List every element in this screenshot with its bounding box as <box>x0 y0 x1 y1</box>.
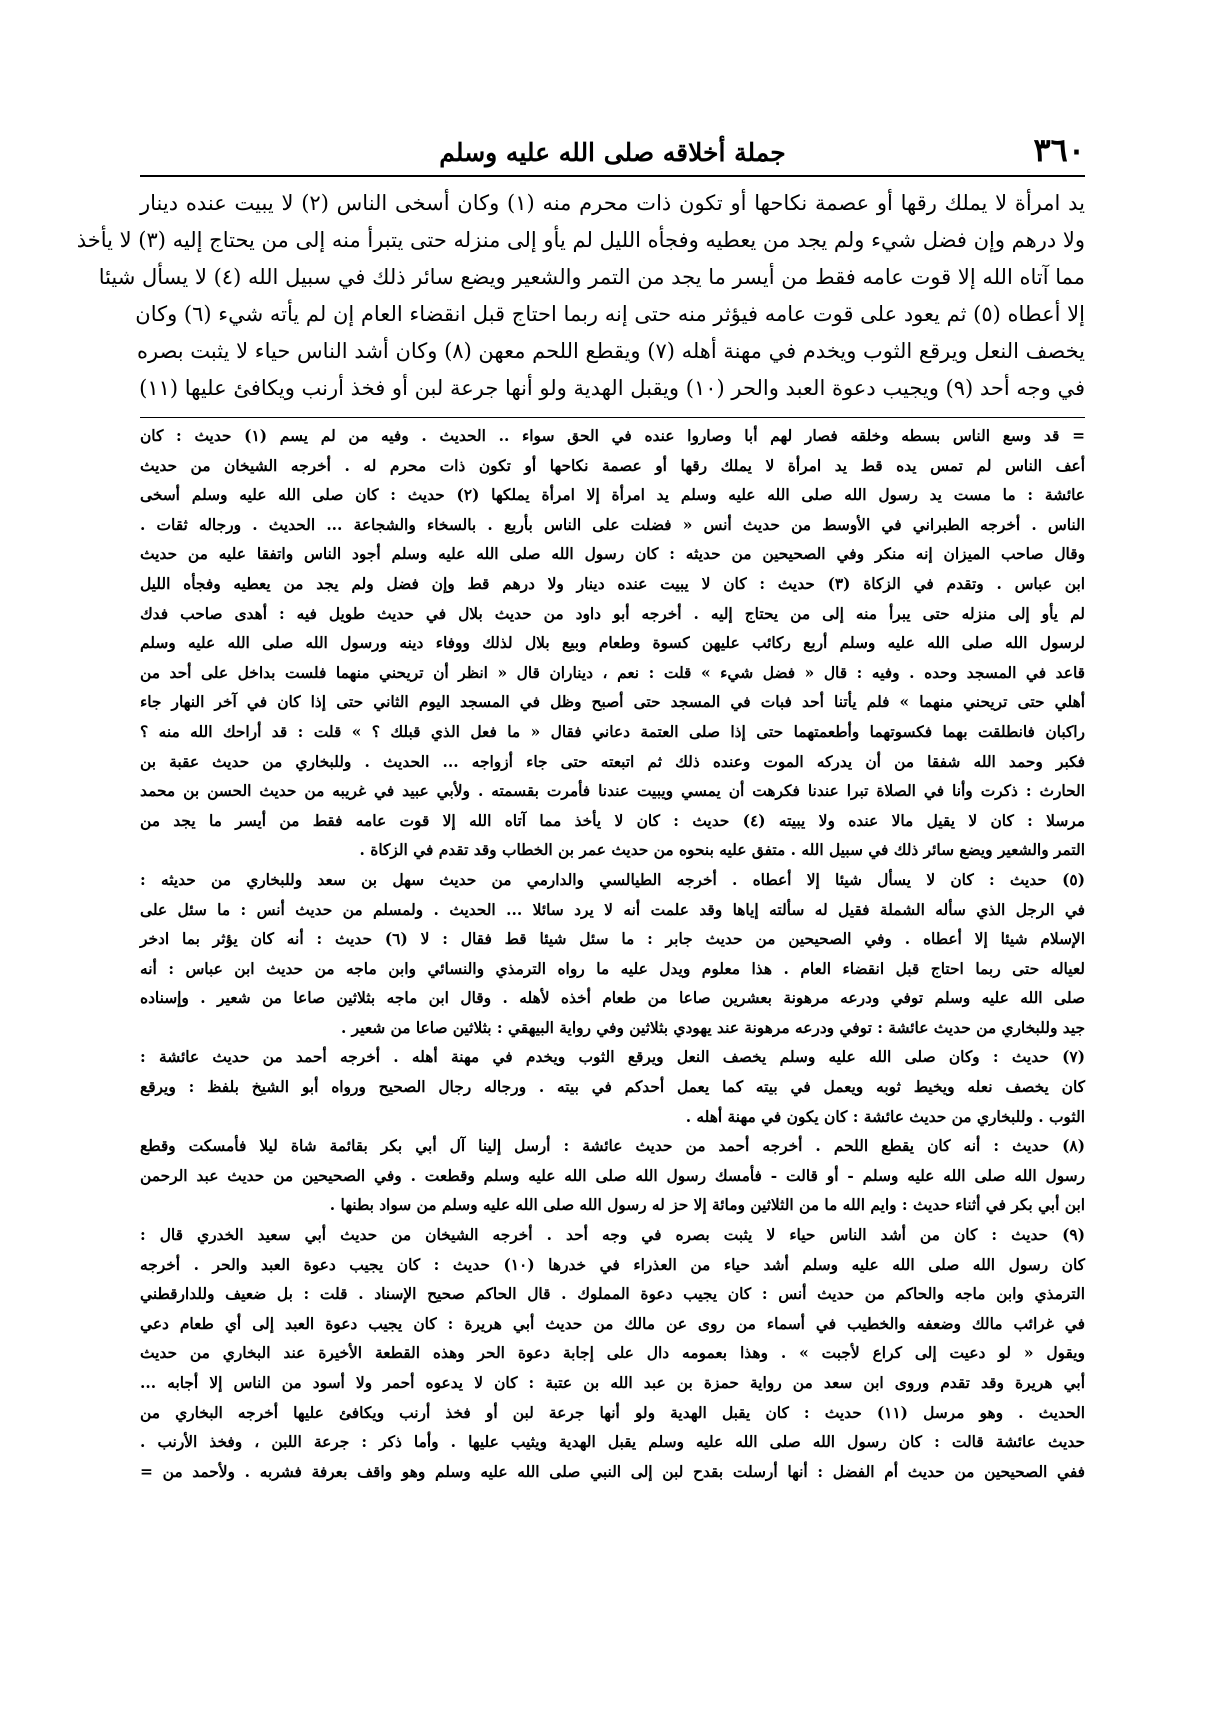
footnote-line: (٩) حديث : كان من أشد الناس حياء لا يثبت بصره في وجه أحد . أخرجه الشيخان من حديث أبي سعيد الخدري قال : <box>140 1226 1085 1245</box>
main-line: يخصف النعل ويرقع الثوب ويخدم في مهنة أهله (٧) ويقطع اللحم معهن (٨) وكان أشد الناس حياء لا يثبت بصره <box>136 339 1085 363</box>
footnote-line: أهلي حتى تريحني منهما » فلم يأتنا أحد فبات في المسجد حتى أصبح وظل في المسجد اليوم الثاني حتى إذا كان في آخر النهار جاء <box>140 693 1085 712</box>
footnote-line: الثوب . وللبخاري من حديث عائشة : كان يكون في مهنة أهله . <box>685 1107 1085 1126</box>
footnote-line: عائشة : ما مست يد رسول الله صلى الله عليه وسلم يد امرأة إلا امرأة يملكها (٢) حديث : كان صلى الله عليه وسلم أسخى <box>140 486 1085 505</box>
footnote-line: وقال صاحب الميزان إنه منكر وفي الصحيحين من حديثه : كان رسول الله صلى الله عليه وسلم أجود الناس واتفقا عليه من حديث <box>140 545 1085 564</box>
footnote-line: كان رسول الله صلى الله عليه وسلم أشد حياء من العذراء في خدرها (١٠) حديث : كان يجيب دعوة العبد والحر . أخرجه <box>140 1255 1085 1274</box>
footnote-line: أعف الناس لم تمس يده قط يد امرأة لا يملك رقها أو عصمة نكاحها أو تكون ذات محرم له . أخرجه الشيخان من حديث <box>140 456 1085 475</box>
footnote-line: (٨) حديث : أنه كان يقطع اللحم . أخرجه أحمد من حديث عائشة : أرسل إلينا آل أبي بكر بقائمة شاة ليلا فأمسكت وقطع <box>140 1137 1085 1156</box>
footnote-line: الحديث . وهو مرسل (١١) حديث : كان يقبل الهدية ولو أنها جرعة لبن أو فخذ أرنب ويكافئ عليها أخرجه البخاري من <box>140 1403 1085 1422</box>
footnote-line: لعياله حتى ربما احتاج قبل انقضاء العام . هذا معلوم ويدل عليه ما رواه الترمذي والنسائي وابن ماجه من حديث ابن عباس : أنه <box>140 959 1085 978</box>
header-rule <box>140 175 1085 177</box>
footnote-line: (٧) حديث : وكان صلى الله عليه وسلم يخصف النعل ويرقع الثوب ويخدم في مهنة أهله . أخرجه أحمد من حديث عائشة : <box>140 1048 1085 1067</box>
footnote-line: الترمذي وابن ماجه والحاكم من حديث أنس : كان يجيب دعوة المملوك . قال الحاكم صحيح الإسناد . قلت : بل ضعيف وللدارقطني <box>140 1285 1085 1304</box>
footnote-line: رسول الله صلى الله عليه وسلم - أو قالت - فأمسك رسول الله صلى الله عليه وسلم وقطعت . وفي الصحيحين من حديث عبد الرحمن <box>140 1166 1085 1185</box>
main-line: يد امرأة لا يملك رقها أو عصمة نكاحها أو تكون ذات محرم منه (١) وكان أسخى الناس (٢) لا يبيت عنده دينار <box>140 191 1085 215</box>
footnote-line: ابن عباس . وتقدم في الزكاة (٣) حديث : كان لا يبيت عنده دينار ولا درهم قط وإن فضل ولم يجد من يعطيه وفجأه الليل <box>140 574 1086 593</box>
footnote-line: الناس . أخرجه الطبراني في الأوسط من حديث أنس « فضلت على الناس بأربع . بالسخاء والشجاعة ... الحديث . ورجاله ثقات . <box>140 515 1085 534</box>
footnote-line: قاعد في المسجد وحده . وفيه : قال « فضل شيء » قلت : نعم ، ديناران قال « انظر أن تريحني منهما فلست بداخل على أحد من <box>140 663 1085 682</box>
running-head: جملة أخلاقه صلى الله عليه وسلم <box>439 138 786 167</box>
main-text <box>76 185 1085 407</box>
footnote-line: الإسلام شيئا إلا أعطاه . وفي الصحيحين من حديث جابر : ما سئل شيئا قط فقال : لا (٦) حديث : أنه كان يؤثر بما ادخر <box>140 930 1085 949</box>
footnote-line: ابن أبي بكر في أثناء حديث : وايم الله ما من الثلاثين ومائة إلا حز له رسول الله صلى الله عليه وسلم من سواد بطنها . <box>329 1196 1085 1215</box>
footnote-line: لرسول الله صلى الله عليه وسلم أربع ركائب عليهن كسوة وطعام وبيع بلال لذلك ووفاء دينه ورسول الله صلى الله عليه وسلم <box>140 634 1085 653</box>
footnote-line: ويقول « لو دعيت إلى كراع لأجبت » . وهذا بعمومه دال على إجابة دعوة الحر وهذه القطعة الأخيرة عند البخاري من حديث <box>140 1344 1085 1363</box>
footnote-line: فكبر وحمد الله شفقا من أن يدركه الموت وعنده ذلك ثم اتبعته حتى جاء أزواجه ... الحديث . وللبخاري من حديث عقبة بن <box>140 752 1085 771</box>
footnote-line: = قد وسع الناس بسطه وخلقه فصار لهم أبا وصاروا عنده في الحق سواء .. الحديث . وفيه من لم يسم (١) حديث : كان <box>140 427 1085 445</box>
footnote-line: الحارث : ذكرت وأنا في الصلاة تبرا عندنا فكرهت أن يمسي ويبيت عندنا فأمرت بقسمته . ولأبي عبيد في غريبه من حديث الحسن بن محمد <box>140 782 1085 801</box>
footnote-line: (٥) حديث : كان لا يسأل شيئا إلا أعطاه . أخرجه الطيالسي والدارمي من حديث سهل بن سعد وللبخاري من حديثه : <box>140 870 1085 889</box>
footnote-line: راكبان فانطلقت بهما فكسوتهما وأطعمتهما حتى إذا صلى العتمة دعاني فقال « ما فعل الذي قبلك ؟ » قلت : قد أراحك الله منه ؟ <box>140 722 1085 741</box>
main-line: مما آتاه الله إلا قوت عامه فقط من أيسر ما يجد من التمر والشعير ويضع سائر ذلك في سبيل الله (٤) لا يسأل شيئا <box>98 265 1085 289</box>
page-header <box>140 125 1085 173</box>
footnote-line: مرسلا : كان لا يقيل مالا عنده ولا يبيته (٤) حديث : كان لا يأخذ مما آتاه الله إلا قوت عامه فقط من أيسر ما يجد من <box>140 811 1085 830</box>
footnotes <box>140 422 1085 1487</box>
footnote-line: كان يخصف نعله ويخيط ثوبه ويعمل في بيته كما يعمل أحدكم في بيته . ورجاله رجال الصحيح ورواه أبو الشيخ بلفظ : ويرقع <box>140 1078 1085 1097</box>
page-number: ٣٦٠ <box>1033 131 1085 169</box>
footnote-line: أبي هريرة وقد تقدم وروى ابن سعد من رواية حمزة بن عبد الله بن عتبة : كان لا يدعوه أحمر ولا أسود من الناس إلا أجابه ... <box>140 1374 1085 1392</box>
main-line: ولا درهم وإن فضل شيء ولم يجد من يعطيه وفجأه الليل لم يأو إلى منزله حتى يتبرأ منه إلى من يحتاج إليه (٣) لا يأخذ <box>76 228 1085 252</box>
footnote-line: ففي الصحيحين من حديث أم الفضل : أنها أرسلت بقدح لبن إلى النبي صلى الله عليه وسلم وهو واقف بعرفة فشربه . ولأحمد من = <box>140 1462 1085 1481</box>
footnote-line: لم يأو إلى منزله حتى يبرأ منه إلى من يحتاج إليه . أخرجه أبو داود من حديث بلال في حديث طويل فيه : أهدى صاحب فدك <box>140 604 1085 623</box>
footnote-line: حديث عائشة قالت : كان رسول الله صلى الله عليه وسلم يقبل الهدية ويثيب عليها . وأما ذكر : جرعة اللبن ، وفخذ الأرنب . <box>140 1433 1085 1452</box>
footnote-rule <box>140 417 1085 418</box>
footnote-line: في غرائب مالك وضعفه والخطيب في أسماء من روى عن مالك من حديث أبي هريرة : كان يجيب دعوة العبد إلى أي طعام دعي <box>140 1314 1085 1333</box>
footnote-line: في الرجل الذي سأله الشملة فقيل له سألته إياها وقد علمت أنه لا يرد سائلا ... الحديث . ولمسلم من حديث أنس : ما سئل على <box>140 900 1085 919</box>
footnote-line: صلى الله عليه وسلم توفي ودرعه مرهونة بعشرين صاعا من طعام أخذه لأهله . وقال ابن ماجه بثلاثين صاعا من شعير . وإسناده <box>140 989 1085 1008</box>
book-page <box>76 125 1086 1695</box>
footnote-line: التمر والشعير ويضع سائر ذلك في سبيل الله . متفق عليه بنحوه من حديث عمر بن الخطاب وقد تقدم في الزكاة . <box>359 841 1085 860</box>
main-line: إلا أعطاه (٥) ثم يعود على قوت عامه فيؤثر منه حتى إنه ربما احتاج قبل انقضاء العام إن لم يأته شيء (٦) وكان <box>135 302 1085 326</box>
footnote-line: جيد وللبخاري من حديث عائشة : توفي ودرعه مرهونة عند يهودي بثلاثين وفي رواية البيهقي : بثلاثين صاعا من شعير . <box>340 1018 1085 1037</box>
main-line: في وجه أحد (٩) ويجيب دعوة العبد والحر (١٠) ويقبل الهدية ولو أنها جرعة لبن أو فخذ أرنب ويكافئ عليها (١١) <box>139 376 1085 400</box>
